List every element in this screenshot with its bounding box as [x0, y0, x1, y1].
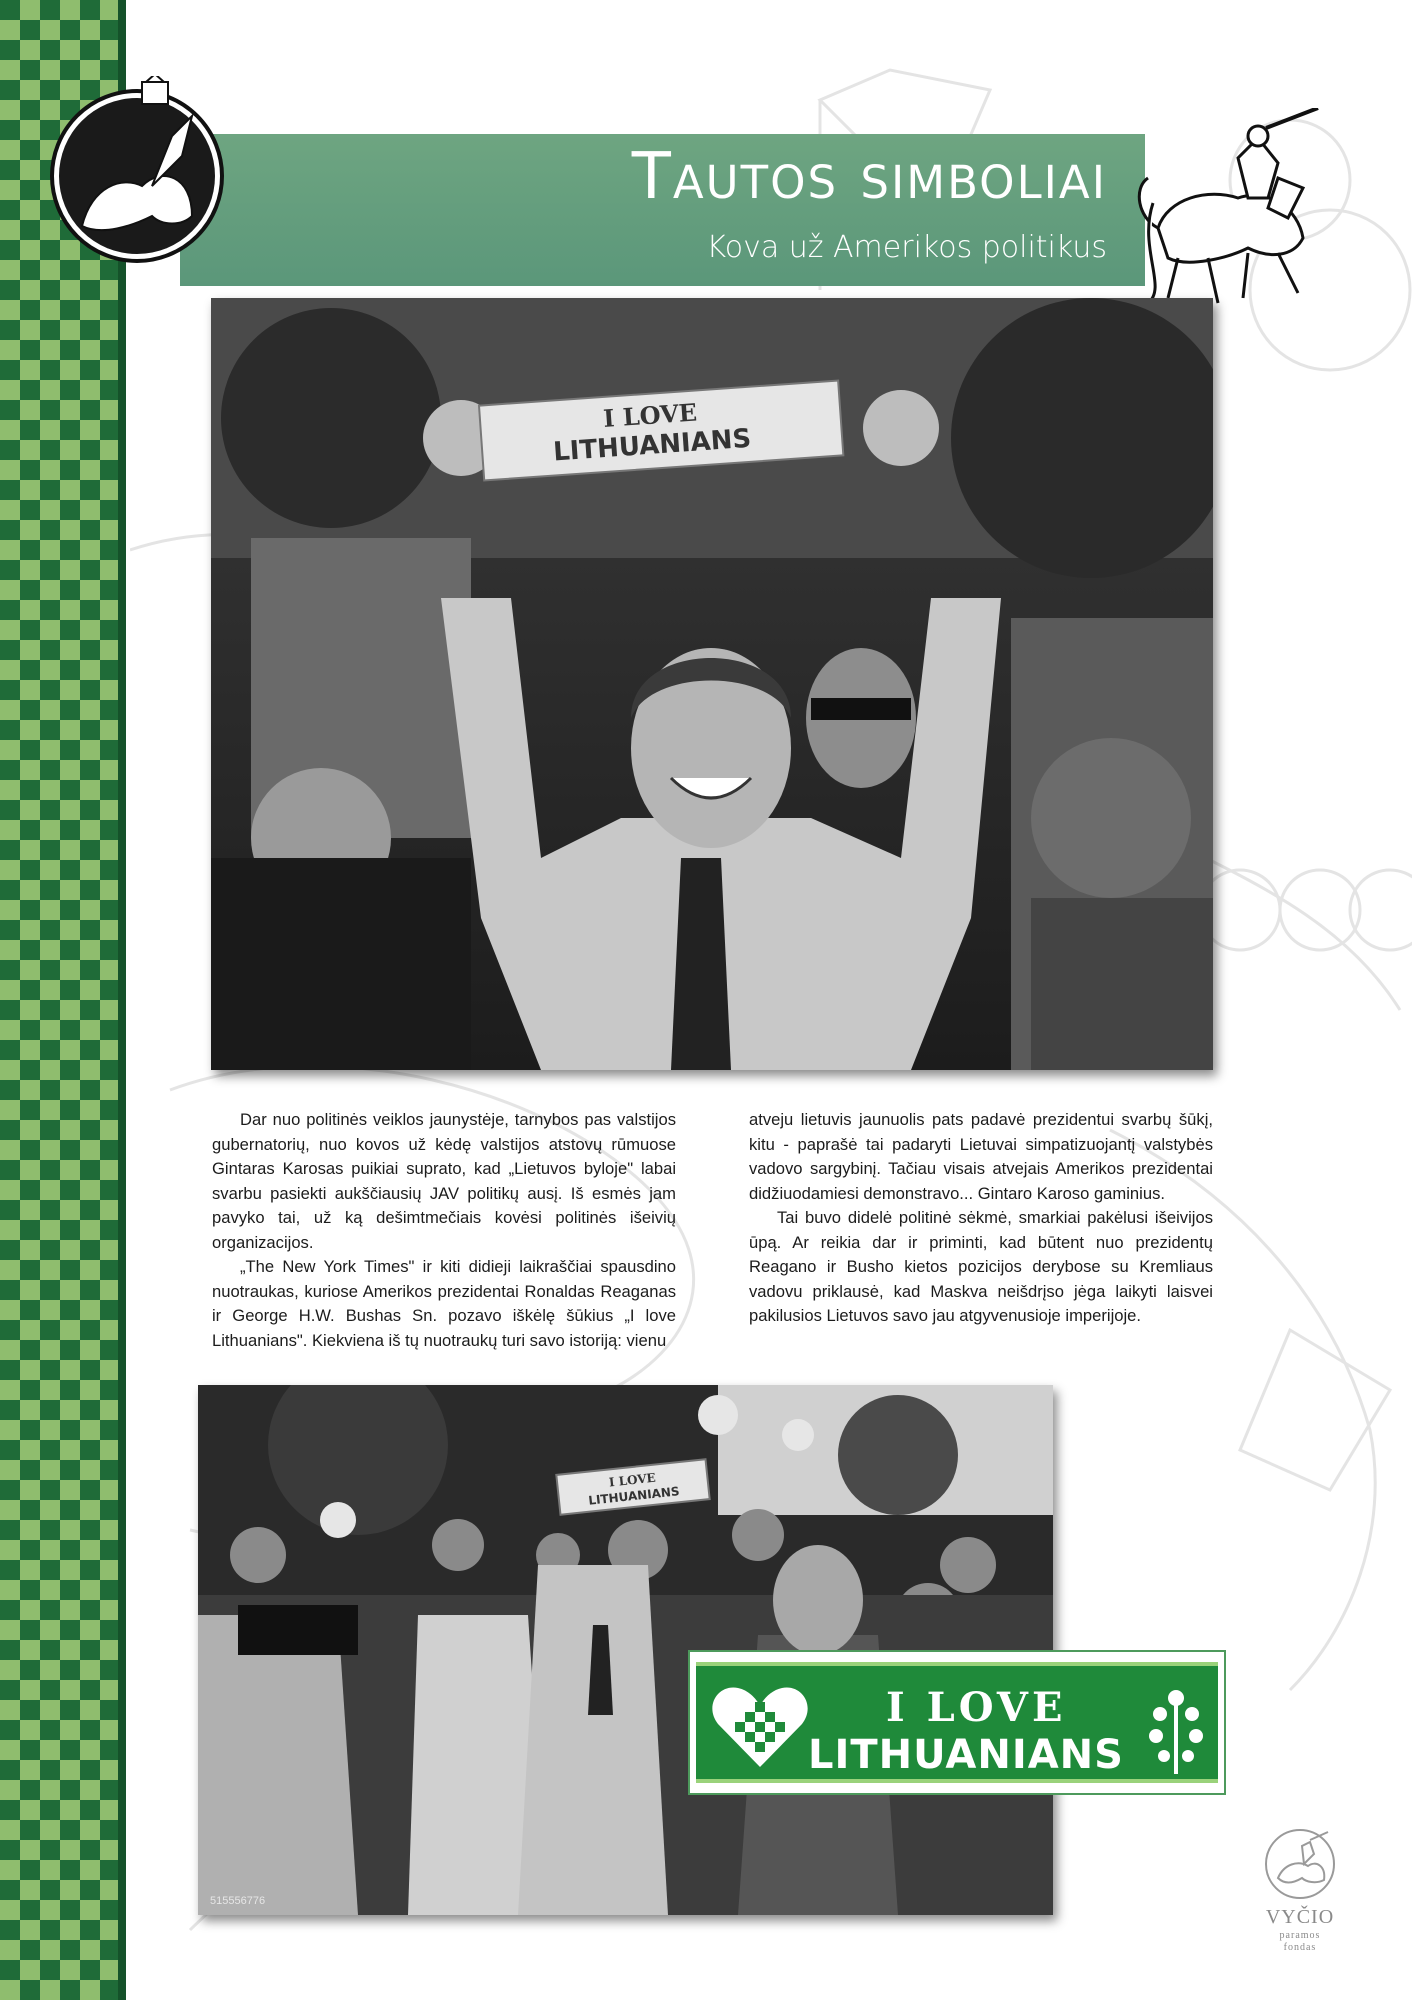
article-column-left	[212, 1108, 676, 1353]
logo-sub-line2: fondas	[1283, 1942, 1317, 1953]
reagan-top-photo	[211, 298, 1213, 1070]
page-title: Tautos simboliai	[631, 140, 1107, 214]
heart-ornament-icon	[710, 1682, 810, 1772]
vytis-fund-logo	[1264, 1820, 1336, 1960]
top-photo-banner-line1: I LOVE	[602, 397, 698, 433]
lithuanian-rider-emblem-icon	[42, 76, 232, 266]
article-column-right	[749, 1108, 1213, 1329]
article-paragraph: „The New York Times" ir kiti didieji laikraščiai spausdino nuotraukas, kuriose Amerikos prezidentai Ronaldas Reaganas ir George H.W. Bushas Sn. pozavo iškėlę šūkius „I love Lithuanians". Kiekviena iš tų nuotraukų turi savo istoriją: vienu	[212, 1257, 676, 1350]
article-paragraph: Tai buvo didelė politinė sėkmė, smarkiai pakėlusi išeivijos ūpą. Ar reikia dar ir priminti, kad būtent nuo prezidentų Reagano ir Busho kietos pozicijos derybose su Kremliaus vadovu priklausė, kad Maskva neišdrįso jėga laikyti laisvei pakilusios Lietuvos savo jau atgyvenusioje imperijoje.	[749, 1208, 1213, 1325]
woven-border-pattern	[0, 0, 124, 2000]
vytis-knight-icon	[1128, 108, 1328, 308]
rue-plant-icon	[1146, 1684, 1206, 1774]
i-love-lithuanians-banner	[688, 1650, 1226, 1795]
border-edge	[118, 0, 126, 2000]
vytis-fund-logo-icon	[1264, 1820, 1336, 1906]
page-subtitle: Kova už Amerikos politikus	[706, 230, 1107, 265]
bottom-photo-banner-line2: LITHUANIANS	[587, 1484, 681, 1508]
article-paragraph: Dar nuo politinės veiklos jaunystėje, tarnybos pas valstijos gubernatorių, nuo kovos už kėdę valstijos atstovų rūmuose Gintaras Karosas puikiai suprato, kad „Lietuvos byloje" labai svarbu pasiekti aukščiausių JAV politikų ausį. Iš esmės jam pavyko tai, už ką dešimtmečiais kovėsi politinės išeivių organizacijos.	[212, 1110, 676, 1252]
logo-sub-line1: paramos	[1279, 1930, 1321, 1941]
article-paragraph: atveju lietuvis jaunuolis pats padavė prezidentui svarbų šūkį, kitu - paprašė tai padaryti Lietuvai simpatizuojantį valstybės vadovo sargybinį. Tačiau visais atvejais Amerikos prezidentai didžiuodamiesi demonstravo... Gintaro Karoso gaminius.	[749, 1110, 1213, 1203]
photo-id: 515556776	[210, 1895, 266, 1907]
logo-name: VYČIO	[1265, 1906, 1335, 1928]
banner-line2: LITHUANIANS	[808, 1732, 1124, 1778]
banner-line1: I LOVE	[886, 1684, 1067, 1731]
bottom-photo-banner-line1: I LOVE	[608, 1470, 657, 1490]
banner-inner	[696, 1662, 1218, 1783]
top-photo-banner-line2: LITHUANIANS	[552, 423, 753, 468]
